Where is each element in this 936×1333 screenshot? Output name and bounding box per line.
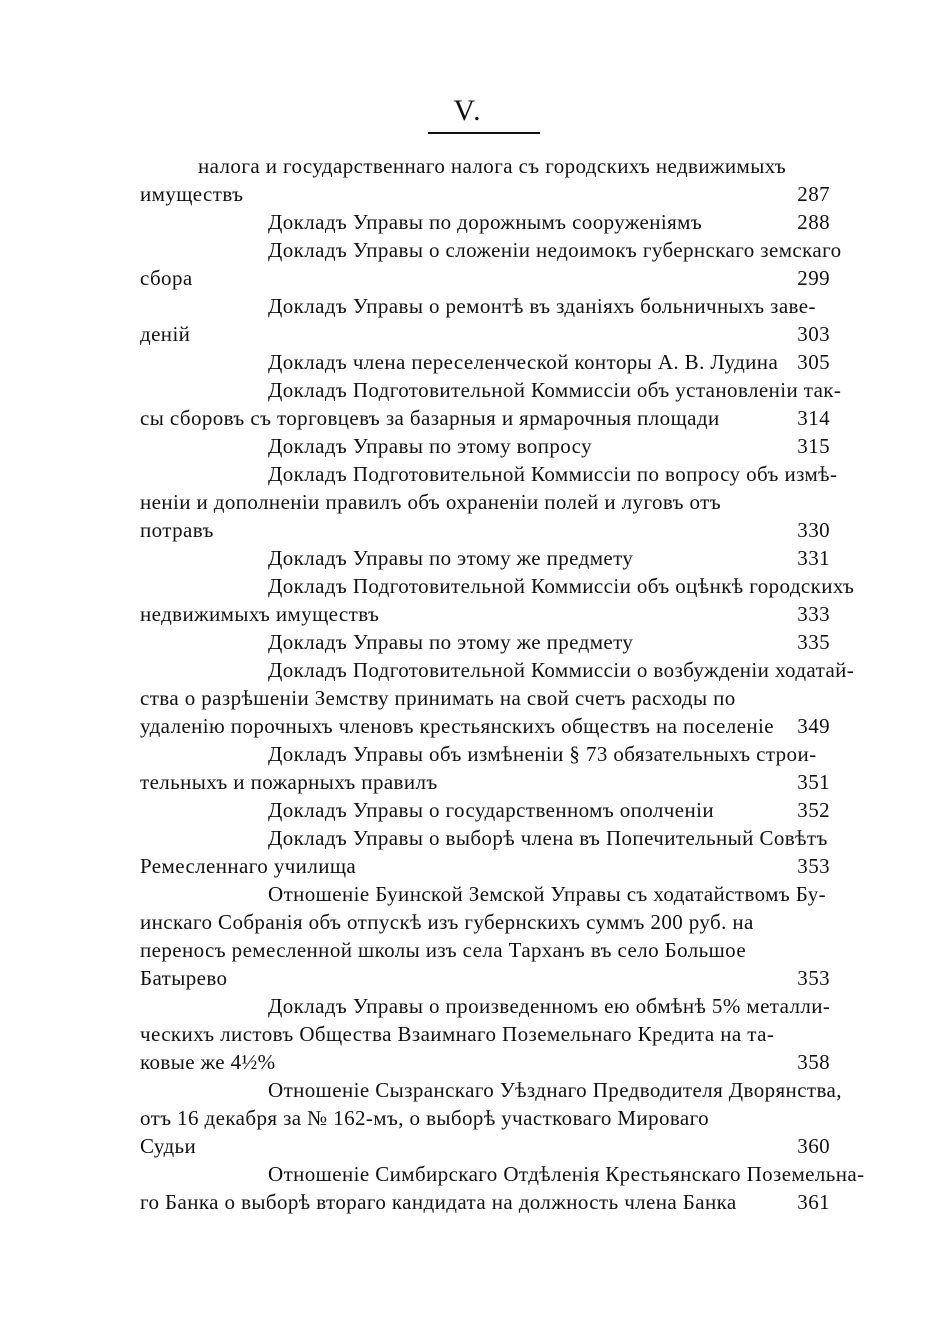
toc-entry-continuation [140,516,830,544]
toc-entry-text: Докладъ Управы о выборѣ члена въ Попечительный Совѣтъ [268,826,828,850]
toc-entry-continuation [140,488,830,516]
toc-entry-line [140,628,830,656]
toc-entry-continuation [140,964,830,992]
toc-entry-text: сы сборовъ съ торговцевъ за базарныя и ярмарочныя площади [140,406,720,430]
toc-entry-line [140,1160,865,1188]
toc-page-number: 299 [797,266,830,290]
toc-entry-line [140,796,830,824]
toc-entry-line [140,152,830,180]
toc-entry-text: неніи и дополненіи правилъ объ охраненіи полей и луговъ отъ [140,490,722,514]
toc-entry-line [140,740,830,768]
page-numeral: V. [453,94,483,127]
toc-entry-text: Докладъ Управы по этому вопросу [268,434,592,458]
toc-entry-continuation [140,936,830,964]
toc-entry-continuation [140,600,830,628]
toc-page-number: 287 [797,182,830,206]
toc-entry-line [140,880,830,908]
toc-page-number: 361 [797,1190,830,1214]
toc-page-number: 305 [797,350,830,374]
toc-entry-line [140,208,830,236]
toc-entry-line [140,656,855,684]
toc-entry-text: ческихъ листовъ Общества Взаимнаго Поземельнаго Кредита на та- [140,1022,775,1046]
page-header [0,96,936,126]
toc-page-number: 353 [797,966,830,990]
toc-entry-text: потравъ [140,518,214,542]
toc-entry-text: Докладъ Управы о ремонтѣ въ зданіяхъ больничныхъ заве- [268,294,816,318]
toc-entry-text: Докладъ Управы объ измѣненіи § 73 обязательныхъ строи- [268,742,817,766]
toc-entry-line [140,236,842,264]
toc-entry-text: Докладъ Управы о произведенномъ ею обмѣнѣ 5% металли- [268,994,831,1018]
toc-entry-continuation [140,1188,830,1216]
toc-page-number: 349 [797,714,830,738]
toc-entry-text: отъ 16 декабря за № 162-мъ, о выборѣ участковаго Мироваго [140,1106,710,1130]
toc-page-number: 303 [797,322,830,346]
toc-entry-text: Докладъ Управы по дорожнымъ сооруженіямъ [268,210,703,234]
toc-entry-line [140,824,830,852]
toc-page-number: 358 [797,1050,830,1074]
toc-entry-continuation [140,320,830,348]
toc-page-number: 360 [797,1134,830,1158]
toc-entry-text: имуществъ [140,182,244,206]
toc-entry-continuation [140,852,830,880]
toc-entry-text: Отношеніе Симбирскаго Отдѣленія Крестьянскаго Поземельна- [268,1162,865,1186]
toc-entry-text: тельныхъ и пожарныхъ правилъ [140,770,438,794]
toc-entry-continuation [140,264,830,292]
toc-page-number: 351 [797,770,830,794]
toc-entry-continuation [140,684,830,712]
toc-entry-text: Докладъ Подготовительной Коммиссіи объ оцѣнкѣ городскихъ [268,574,855,598]
toc-entry-text: Докладъ Подготовительной Коммиссіи по вопросу объ измѣ- [268,462,838,486]
toc-entry-text: инскаго Собранія объ отпускѣ изъ губернскихъ суммъ 200 руб. на [140,910,754,934]
toc-entry-continuation [140,404,830,432]
toc-page-number: 330 [797,518,830,542]
toc-entry-continuation [140,768,830,796]
toc-page-number: 288 [797,210,830,234]
toc-entry-text: Докладъ Подготовительной Коммиссіи объ установленіи так- [268,378,842,402]
toc-entry-text: Отношеніе Сызранскаго Уѣзднаго Предводителя Дворянства, [268,1078,842,1102]
toc-page-number: 314 [797,406,830,430]
toc-entry-text: Докладъ Подготовительной Коммиссіи о возбужденіи ходатай- [268,658,855,682]
toc-entry-continuation [140,1048,830,1076]
toc-entry-text: недвижимыхъ имуществъ [140,602,380,626]
toc-entry-text: переносъ ремесленной школы изъ села Тарханъ въ село Большое [140,938,747,962]
toc-page-number: 335 [797,630,830,654]
toc-entry-text: налога и государственнаго налога съ городскихъ недвижимыхъ [198,154,787,178]
toc-page-number: 331 [797,546,830,570]
toc-entry-text: Докладъ Управы о сложеніи недоимокъ губернскаго земскаго [268,238,842,262]
toc-entry-line [140,1076,842,1104]
toc-entry-text: удаленію порочныхъ членовъ крестьянскихъ обществъ на поселеніе [140,714,774,738]
toc-entry-text: го Банка о выборѣ втораго кандидата на должность члена Банка [140,1190,737,1214]
toc-entry-line [140,292,830,320]
toc-entry-continuation [140,180,830,208]
toc-entry-text: деній [140,322,191,346]
toc-entry-line [140,544,830,572]
toc-entry-continuation [140,1104,830,1132]
toc-entry-text: Докладъ Управы о государственномъ ополченіи [268,798,714,822]
toc-entry-line [140,432,830,460]
toc-entry-text: ства о разрѣшеніи Земству принимать на свой счетъ расходы по [140,686,736,710]
toc-entry-line [140,376,842,404]
toc-page-number: 352 [797,798,830,822]
toc-entry-line [140,572,855,600]
toc-entry-line [140,992,830,1020]
toc-entry-continuation [140,1020,830,1048]
toc-entry-text: Докладъ Управы по этому же предмету [268,546,634,570]
toc-entry-text: Докладъ Управы по этому же предмету [268,630,634,654]
toc-entry-continuation [140,908,830,936]
toc-page-number: 333 [797,602,830,626]
toc-entry-text: ковые же 4½% [140,1050,276,1074]
toc-entry-text: Отношеніе Буинской Земской Управы съ ходатайствомъ Бу- [268,882,826,906]
header-rule [428,132,540,134]
toc-entry-text: Докладъ члена переселенческой конторы А. В. Лудина [268,350,779,374]
toc-entry-text: Батырево [140,966,228,990]
toc-entry-text: сбора [140,266,193,290]
toc-entry-text: Ремесленнаго училища [140,854,357,878]
toc-entry-continuation [140,712,830,740]
toc-entry-text: Судьи [140,1134,197,1158]
toc-entry-continuation [140,1132,830,1160]
toc-entry-line [140,460,838,488]
table-of-contents [140,152,865,1216]
toc-page-number: 353 [797,854,830,878]
toc-page-number: 315 [797,434,830,458]
toc-entry-line [140,348,830,376]
